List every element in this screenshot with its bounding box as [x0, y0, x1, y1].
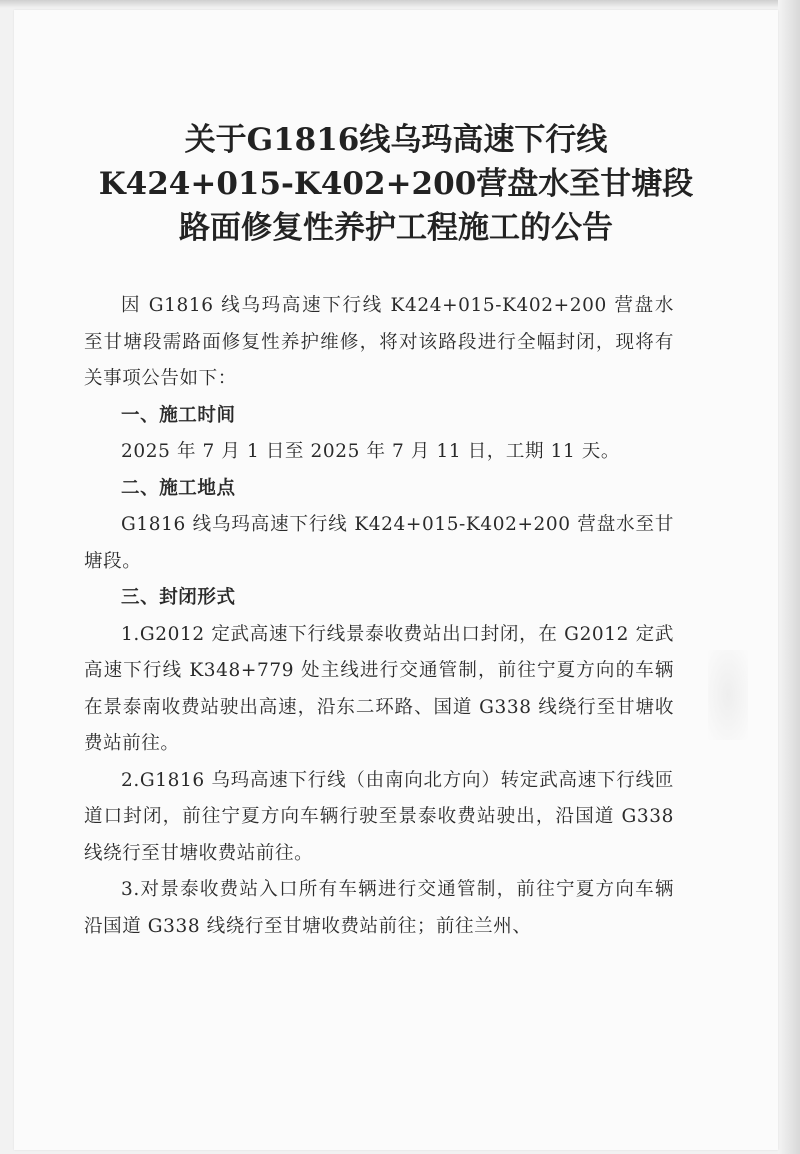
section-text-time: 2025 年 7 月 1 日至 2025 年 7 月 11 日，工期 11 天。: [121, 441, 621, 462]
intro-paragraph: 因 G1816 线乌玛高速下行线 K424+015-K402+200 营盘水至甘塘段需路面修复性养护维修，将对该路段进行全幅封闭，现将有关事项公告如下：: [84, 295, 674, 389]
section-heading-location: 二、施工地点: [121, 477, 236, 499]
scan-edge-top: [0, 0, 800, 8]
section-heading-closure: 三、封闭形式: [121, 587, 236, 608]
closure-item-3: 3.对景泰收费站入口所有车辆进行交通管制，前往宁夏方向车辆沿国道 G338 线绕行至甘塘收费站前往；前往兰州、: [84, 879, 674, 937]
document-title: [14, 118, 778, 250]
scan-edge-right: [778, 0, 800, 1154]
document-page: [14, 10, 778, 1150]
closure-item-2: 2.G1816 乌玛高速下行线（由南向北方向）转定武高速下行线匝道口封闭，前往宁夏方向车辆行驶至景泰收费站驶出，沿国道 G338 线绕行至甘塘收费站前往。: [84, 769, 674, 864]
closure-item-1: 1.G2012 定武高速下行线景泰收费站出口封闭，在 G2012 定武高速下行线 K348+779 处主线进行交通管制，前往宁夏方向的车辆在景泰南收费站驶出高速，沿东二环路、国道 G338 线绕行至甘塘收费站前往。: [84, 623, 674, 754]
title-line-3: 路面修复性养护工程施工的公告: [179, 210, 613, 246]
scan-smudge: [708, 650, 748, 740]
section-heading-time: 一、施工时间: [121, 404, 236, 426]
section-text-location: G1816 线乌玛高速下行线 K424+015-K402+200 营盘水至甘塘段。: [84, 514, 674, 572]
document-body: [84, 288, 674, 945]
title-line-1: 关于G1816线乌玛高速下行线: [184, 122, 608, 158]
title-line-2: K424+015-K402+200营盘水至甘塘段: [98, 166, 694, 202]
